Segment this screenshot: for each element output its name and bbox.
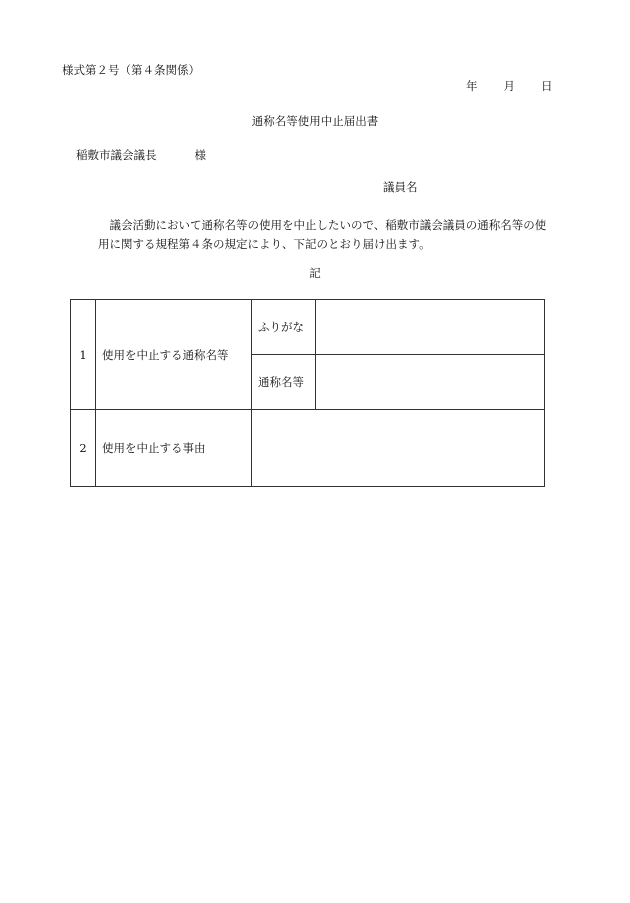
furigana-field[interactable] — [316, 300, 545, 355]
form-table — [70, 299, 545, 487]
alias-label: 通称名等 — [252, 355, 316, 410]
body-text: 議会活動において通称名等の使用を中止したいので、稲敷市議会議員の通称名等の使用に関する規程第４条の規定により、下記のとおり届け出ます。 — [98, 218, 547, 251]
item-label: 使用を中止する事由 — [96, 410, 252, 487]
month-label: 月 — [503, 79, 515, 93]
table-row — [71, 410, 545, 487]
furigana-label: ふりがな — [252, 300, 316, 355]
member-name-label: 議員名 — [383, 180, 418, 194]
year-label: 年 — [466, 79, 478, 93]
addressee-name: 稲敷市議会議長 — [76, 148, 157, 162]
item-label: 使用を中止する通称名等 — [96, 300, 252, 410]
row-number: 2 — [71, 410, 96, 487]
form-number: 様式第２号（第４条関係） — [62, 63, 200, 77]
addressee — [76, 150, 206, 162]
reason-field[interactable] — [252, 410, 545, 487]
ki-label: 記 — [309, 266, 321, 280]
table-row — [71, 300, 545, 355]
document-title: 通称名等使用中止届出書 — [251, 114, 379, 128]
row-number: 1 — [71, 300, 96, 410]
addressee-honorific: 様 — [194, 148, 206, 162]
alias-field[interactable] — [316, 355, 545, 410]
day-label: 日 — [541, 79, 553, 93]
date-line — [466, 81, 553, 93]
